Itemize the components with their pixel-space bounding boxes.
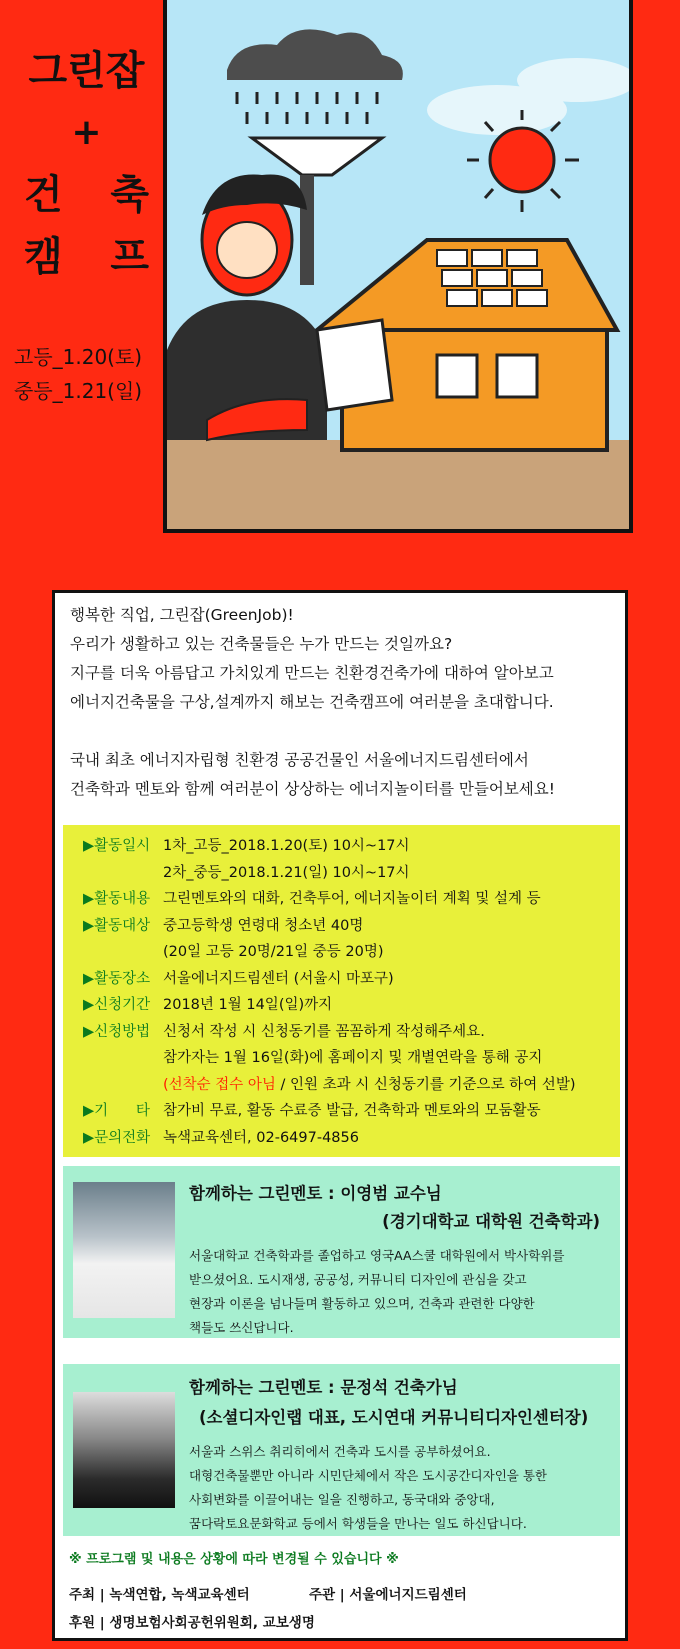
label-etc: ▶기 타: [83, 1103, 150, 1119]
host: 주최 | 녹색연합, 녹색교육센터: [69, 1587, 250, 1603]
desc-line: 서울과 스위스 취리히에서 건축과 도시를 공부하셨어요.: [189, 1444, 491, 1459]
title-line-1: 그린잡: [28, 48, 145, 94]
value: / 인원 초과 시 신청동기를 기준으로 하여 선발): [275, 1076, 576, 1093]
label-date: ▶활동일시: [83, 838, 151, 854]
mentor-photo: [73, 1392, 175, 1508]
info-panel: [52, 590, 628, 1641]
value: 서울에너지드림센터 (서울시 마포구): [163, 970, 394, 987]
organizer: 주관 | 서울에너지드림센터: [309, 1587, 467, 1603]
value: 그린멘토와의 대화, 건축투어, 에너지놀이터 계획 및 설계 등: [163, 891, 541, 907]
mentor-title: 함께하는 그린멘토 : 이영범 교수님: [189, 1184, 442, 1203]
desc-line: 꿈다락토요문화학교 등에서 학생들을 만나는 일도 하신답니다.: [189, 1516, 527, 1531]
label-target: ▶활동대상: [83, 917, 151, 934]
desc-line: 책들도 쓰신답니다.: [189, 1320, 294, 1335]
label-period: ▶신청기간: [83, 997, 151, 1013]
intro-line: 에너지건축물을 구상,설계까지 해보는 건축캠프에 여러분을 초대합니다.: [70, 693, 554, 711]
value: 1차_고등_2018.1.20(토) 10시~17시: [163, 838, 410, 854]
mentor-title: 함께하는 그린멘토 : 문정석 건축가님: [189, 1378, 458, 1397]
label-method: ▶신청방법: [83, 1023, 151, 1040]
mentor-description: [189, 1440, 547, 1536]
desc-line: 받으셨어요. 도시재생, 공공성, 커뮤니티 디자인에 관심을 갖고: [189, 1272, 527, 1287]
date-middle: 중등_1.21(일): [14, 379, 143, 403]
mentor-photo: [73, 1182, 175, 1318]
title-char: 프: [110, 234, 149, 280]
footer: [69, 1581, 467, 1637]
title-char: 축: [110, 172, 149, 218]
value: 참가자는 1월 16일(화)에 홈페이지 및 개별연락을 통해 공지: [163, 1050, 543, 1066]
value: 신청서 작성 시 신청동기를 꼼꼼하게 작성해주세요.: [163, 1023, 485, 1040]
mentor-card: [63, 1364, 620, 1536]
desc-line: 현장과 이론을 넘나들며 활동하고 있으며, 건축과 관련한 다양한: [189, 1296, 535, 1311]
notice-text: ※ 프로그램 및 내용은 상황에 따라 변경될 수 있습니다 ※: [69, 1552, 399, 1567]
value: 녹색교육센터, 02-6497-4856: [163, 1129, 359, 1146]
architect-house-illustration: [167, 0, 633, 533]
date-high: 고등_1.20(토): [14, 345, 143, 369]
label-content: ▶활동내용: [83, 891, 151, 907]
intro-line: 행복한 직업, 그린잡(GreenJob)!: [70, 606, 294, 624]
camp-dates: [14, 340, 142, 408]
intro-line: 우리가 생활하고 있는 건축물들은 누가 만드는 것일까요?: [70, 635, 453, 653]
mentor-affiliation: (소셜디자인랩 대표, 도시연대 커뮤니티디자인센터장): [199, 1408, 589, 1427]
intro-text: [70, 601, 555, 804]
activity-details: [63, 825, 620, 1157]
blueprint-roll: [317, 320, 392, 410]
mentor-affiliation: (경기대학교 대학원 건축학과): [382, 1212, 600, 1231]
intro-line: 국내 최초 에너지자립형 친환경 공공건물인 서울에너지드림센터에서: [70, 751, 529, 769]
intro-line: [70, 717, 555, 746]
intro-line: 건축학과 멘토와 함께 여러분이 상상하는 에너지놀이터를 만들어보세요!: [70, 780, 555, 798]
highlight-text: (선착순 접수 아님: [163, 1076, 276, 1093]
value: (20일 고등 20명/21일 중등 20명): [163, 944, 384, 960]
title-plus: +: [71, 112, 102, 153]
sun-icon: [490, 128, 554, 192]
illustration: [163, 0, 633, 533]
sponsor: 후원 | 생명보험사회공헌위원회, 교보생명: [69, 1615, 315, 1631]
value: 2018년 1월 14일(일)까지: [163, 997, 333, 1013]
value: 참가비 무료, 활동 수료증 발급, 건축학과 멘토와의 모둠활동: [163, 1103, 541, 1119]
label-contact: ▶문의전화: [83, 1129, 151, 1146]
intro-line: 지구를 더욱 아름답고 가치있게 만드는 친환경건축가에 대하여 알아보고: [70, 664, 554, 682]
mentor-description: [189, 1244, 564, 1340]
title-char: 건: [24, 172, 63, 218]
desc-line: 서울대학교 건축학과를 졸업하고 영국AA스쿨 대학원에서 박사학위를: [189, 1248, 565, 1263]
desc-line: 대형건축물뿐만 아니라 시민단체에서 작은 도시공간디자인을 통한: [189, 1468, 547, 1483]
poster-title: [14, 40, 159, 288]
title-char: 캠: [24, 234, 63, 280]
cloud-icon: [227, 29, 403, 80]
label-place: ▶활동장소: [83, 970, 151, 987]
value: 중고등학생 연령대 청소년 40명: [163, 917, 364, 934]
desc-line: 사회변화를 이끌어내는 일을 진행하고, 동국대와 중앙대,: [189, 1492, 495, 1507]
mentor-card: [63, 1166, 620, 1338]
value: 2차_중등_2018.1.21(일) 10시~17시: [163, 864, 410, 881]
